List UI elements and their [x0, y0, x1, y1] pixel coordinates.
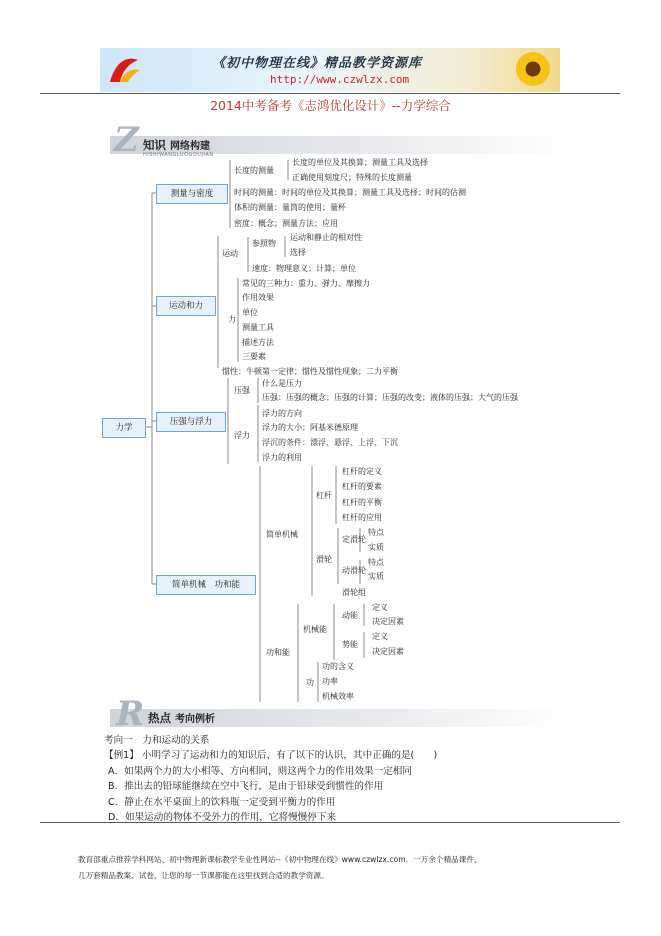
- node-buoyancy-1: 浮力的方向: [262, 409, 302, 418]
- question-stem: 【例1】 小明学习了运动和力的知识后，有了以下的认识，其中正确的是( ): [104, 750, 438, 761]
- footer-line-1: 教育部重点推荐学科网站、初中物理新课标教学专业性网站--《初中物理在线》www.czwlzx.com．一万余个精品课件、: [78, 855, 482, 864]
- node-simple-machine: 简单机械: [266, 530, 298, 539]
- node-length: 长度的测量: [234, 166, 274, 175]
- footer-rule: [40, 822, 620, 823]
- section-subtitle: 网络构建: [170, 141, 211, 152]
- node-force-2: 作用效果: [242, 293, 274, 302]
- branch-motion-force: 运动和力: [156, 296, 216, 316]
- node-density: 密度：概念；测量方法；应用: [234, 219, 338, 228]
- banner-slogan: 《初中物理在线》精品教学资源库: [212, 56, 423, 71]
- section2-title-main: 热点: [148, 711, 171, 725]
- node-work-2: 功率: [322, 677, 338, 686]
- node-pulley-block: 滑轮组: [342, 588, 366, 597]
- node-lever-4: 杠杆的应用: [342, 513, 382, 522]
- node-lever-3: 杠杆的平衡: [342, 498, 382, 507]
- node-reference: 参照物: [252, 239, 276, 248]
- section-letter: Z: [114, 120, 139, 160]
- node-time: 时间的测量：时间的单位及其换算；测量工具及选择；时间的估测: [234, 188, 466, 197]
- node-kinetic-1: 定义: [372, 603, 388, 612]
- node-potential-2: 决定因素: [372, 647, 404, 656]
- node-work-3: 机械效率: [322, 692, 354, 701]
- node-force-5: 描述方法: [242, 338, 274, 347]
- node-work-1: 功的含义: [322, 662, 354, 671]
- question-option-a: A．如果两个力的大小相等、方向相同，则这两个力的作用效果一定相同: [108, 766, 412, 777]
- branch-machine-energy: 简单机械 功和能: [156, 575, 256, 595]
- footer-line-2: 几万套精品教案、试卷，让您的每一节课都能在这里找到合适的教学资源。: [78, 871, 329, 880]
- root-node-mechanics: 力学: [102, 418, 146, 438]
- node-volume: 体积的测量：量筒的使用；量杯: [234, 203, 346, 212]
- node-pressure: 压强: [234, 386, 250, 395]
- banner-url[interactable]: http://www.czwlzx.com: [270, 73, 410, 86]
- page-title: 2014中考备考《志鸿优化设计》--力学综合: [210, 98, 451, 113]
- node-lever: 杠杆: [316, 491, 332, 500]
- node-buoyancy-4: 浮力的利用: [262, 453, 302, 462]
- node-buoyancy-3: 浮沉的条件：漂浮、悬浮、上浮、下沉: [262, 438, 398, 447]
- node-potential: 势能: [342, 640, 358, 649]
- node-movable-b: 实质: [368, 572, 384, 581]
- question-topic: 考向一 力和运动的关系: [104, 735, 210, 746]
- node-kinetic: 动能: [342, 611, 358, 620]
- question-option-d: D．如果运动的物体不受外力的作用，它将慢慢停下来: [108, 812, 337, 823]
- node-lever-2: 杠杆的要素: [342, 482, 382, 491]
- question-option-b: B．推出去的铅球能继续在空中飞行，是由于铅球受到惯性的作用: [108, 781, 384, 792]
- section-title-main: 知识: [143, 138, 166, 152]
- question-option-c: C．静止在水平桌面上的饮料瓶一定受到平衡力的作用: [108, 797, 336, 808]
- node-force: 力: [228, 315, 236, 324]
- node-motion: 运动: [222, 249, 238, 258]
- node-force-6: 三要素: [242, 352, 266, 361]
- section2-title: [148, 710, 215, 726]
- node-buoyancy: 浮力: [234, 431, 250, 440]
- branch-pressure-buoyancy: 压强与浮力: [156, 412, 226, 432]
- node-fixed-a: 特点: [368, 528, 384, 537]
- node-pulley: 滑轮: [316, 555, 332, 564]
- node-fixed-pulley: 定滑轮: [342, 535, 366, 544]
- node-speed: 速度：物理意义；计算；单位: [252, 264, 356, 273]
- node-mechanical-energy: 机械能: [303, 625, 327, 634]
- section2-subtitle: 考向例析: [175, 714, 216, 725]
- section-pinyin: HISHIWANGLUOGOUJIAN: [143, 152, 214, 158]
- node-force-3: 单位: [242, 308, 258, 317]
- node-movable-pulley: 动滑轮: [342, 566, 366, 575]
- node-lever-1: 杠杆的定义: [342, 467, 382, 476]
- branch-measure-density: 测量与密度: [156, 184, 228, 204]
- node-potential-1: 定义: [372, 632, 388, 641]
- node-ref-b: 选择: [290, 248, 306, 257]
- node-force-1: 常见的三种力：重力、弹力、摩擦力: [242, 279, 370, 288]
- node-force-4: 测量工具: [242, 323, 274, 332]
- node-pressure-1: 什么是压力: [262, 379, 302, 388]
- node-length-b: 正确使用刻度尺；特殊的长度测量: [292, 173, 412, 182]
- node-length-a: 长度的单位及其换算；测量工具及选择: [292, 158, 428, 167]
- node-movable-a: 特点: [368, 558, 384, 567]
- section2-letter: R: [116, 694, 145, 734]
- node-kinetic-2: 决定因素: [372, 617, 404, 626]
- node-ref-a: 运动和静止的相对性: [290, 233, 362, 242]
- node-work-energy: 功和能: [266, 648, 290, 657]
- node-fixed-b: 实质: [368, 543, 384, 552]
- node-inertia: 惯性：牛顿第一定律；惯性及惯性现象；二力平衡: [222, 367, 398, 376]
- node-buoyancy-2: 浮力的大小：阿基米德原理: [262, 423, 358, 432]
- node-work: 功: [306, 678, 314, 687]
- node-pressure-2: 压强：压强的概念；压强的计算；压强的改变；液体的压强；大气的压强: [262, 393, 518, 402]
